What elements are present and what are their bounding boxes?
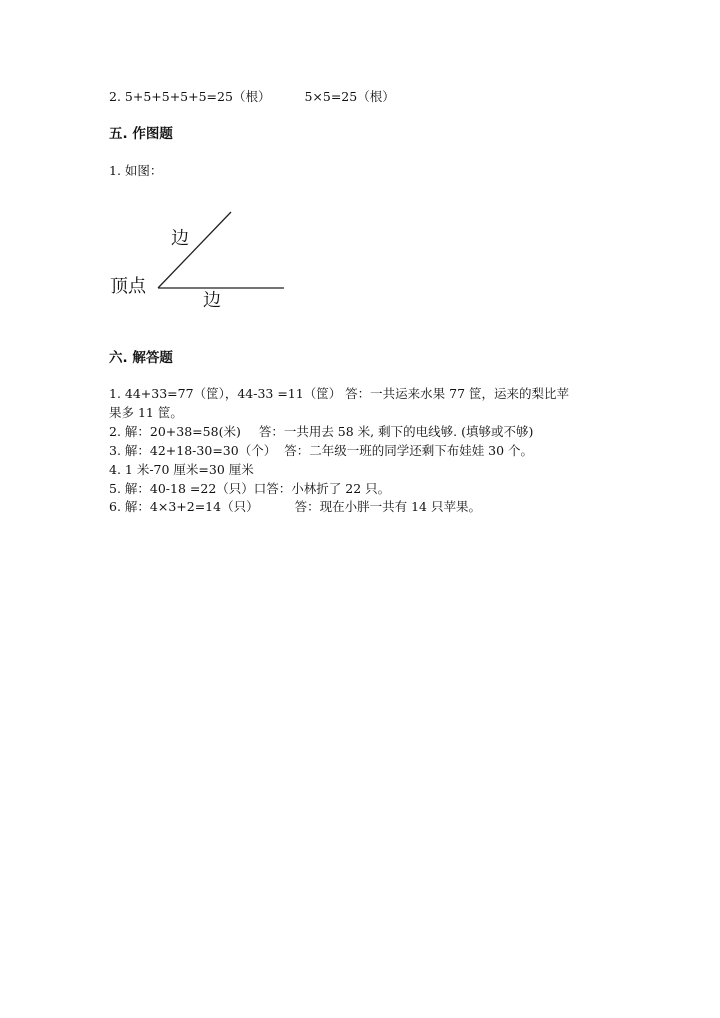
angle-drawing <box>104 205 294 320</box>
answer-6-4: 4. 1 米-70 厘米=30 厘米 <box>109 462 254 477</box>
answer-6-2 <box>109 423 533 441</box>
angle-figure <box>104 205 294 320</box>
answer-6-1-line1: 1. 44+33=77（筐），44-33 =11（筐） 答：一共运来水果 77 筐，运来的梨比苹 <box>109 386 570 401</box>
section-5-title: 五. 作图题 <box>109 126 173 142</box>
answer-6-5: 5. 解：40-18 =22（只）口答：小林折了 22 只。 <box>109 481 391 496</box>
answer-6-6-solution: 6. 解：4×3+2=14（只） <box>109 499 259 514</box>
answer-6-3-solution: 3. 解：42+18-30=30（个） <box>109 443 277 458</box>
answer-6-3 <box>109 442 533 460</box>
answer-6-6-answer: 答：现在小胖一共有 14 只苹果。 <box>294 499 481 514</box>
vertex-label: 顶点 <box>110 276 146 297</box>
answer-6-6 <box>109 498 481 516</box>
upper-side-label: 边 <box>171 228 189 249</box>
lower-side-label: 边 <box>203 290 221 311</box>
answer-6-2-solution: 2. 解：20+38=58(米) <box>109 424 241 439</box>
answer-6-2-answer: 答：一共用去 58 米, 剩下的电线够. (填够或不够) <box>258 424 534 439</box>
answer-4-2-part2: 5×5=25（根） <box>304 89 395 104</box>
answer-6-1-line2: 果多 11 筐。 <box>109 405 183 420</box>
section-6-title: 六. 解答题 <box>109 350 173 366</box>
answer-line-4-2 <box>109 88 395 106</box>
answer-6-3-answer: 答：二年级一班的同学还剩下布娃娃 30 个。 <box>284 443 534 458</box>
upper-side-line <box>158 212 231 288</box>
answer-5-1: 1. 如图： <box>109 163 163 178</box>
answer-4-2-part1: 2. 5+5+5+5+5=25（根） <box>109 89 271 104</box>
